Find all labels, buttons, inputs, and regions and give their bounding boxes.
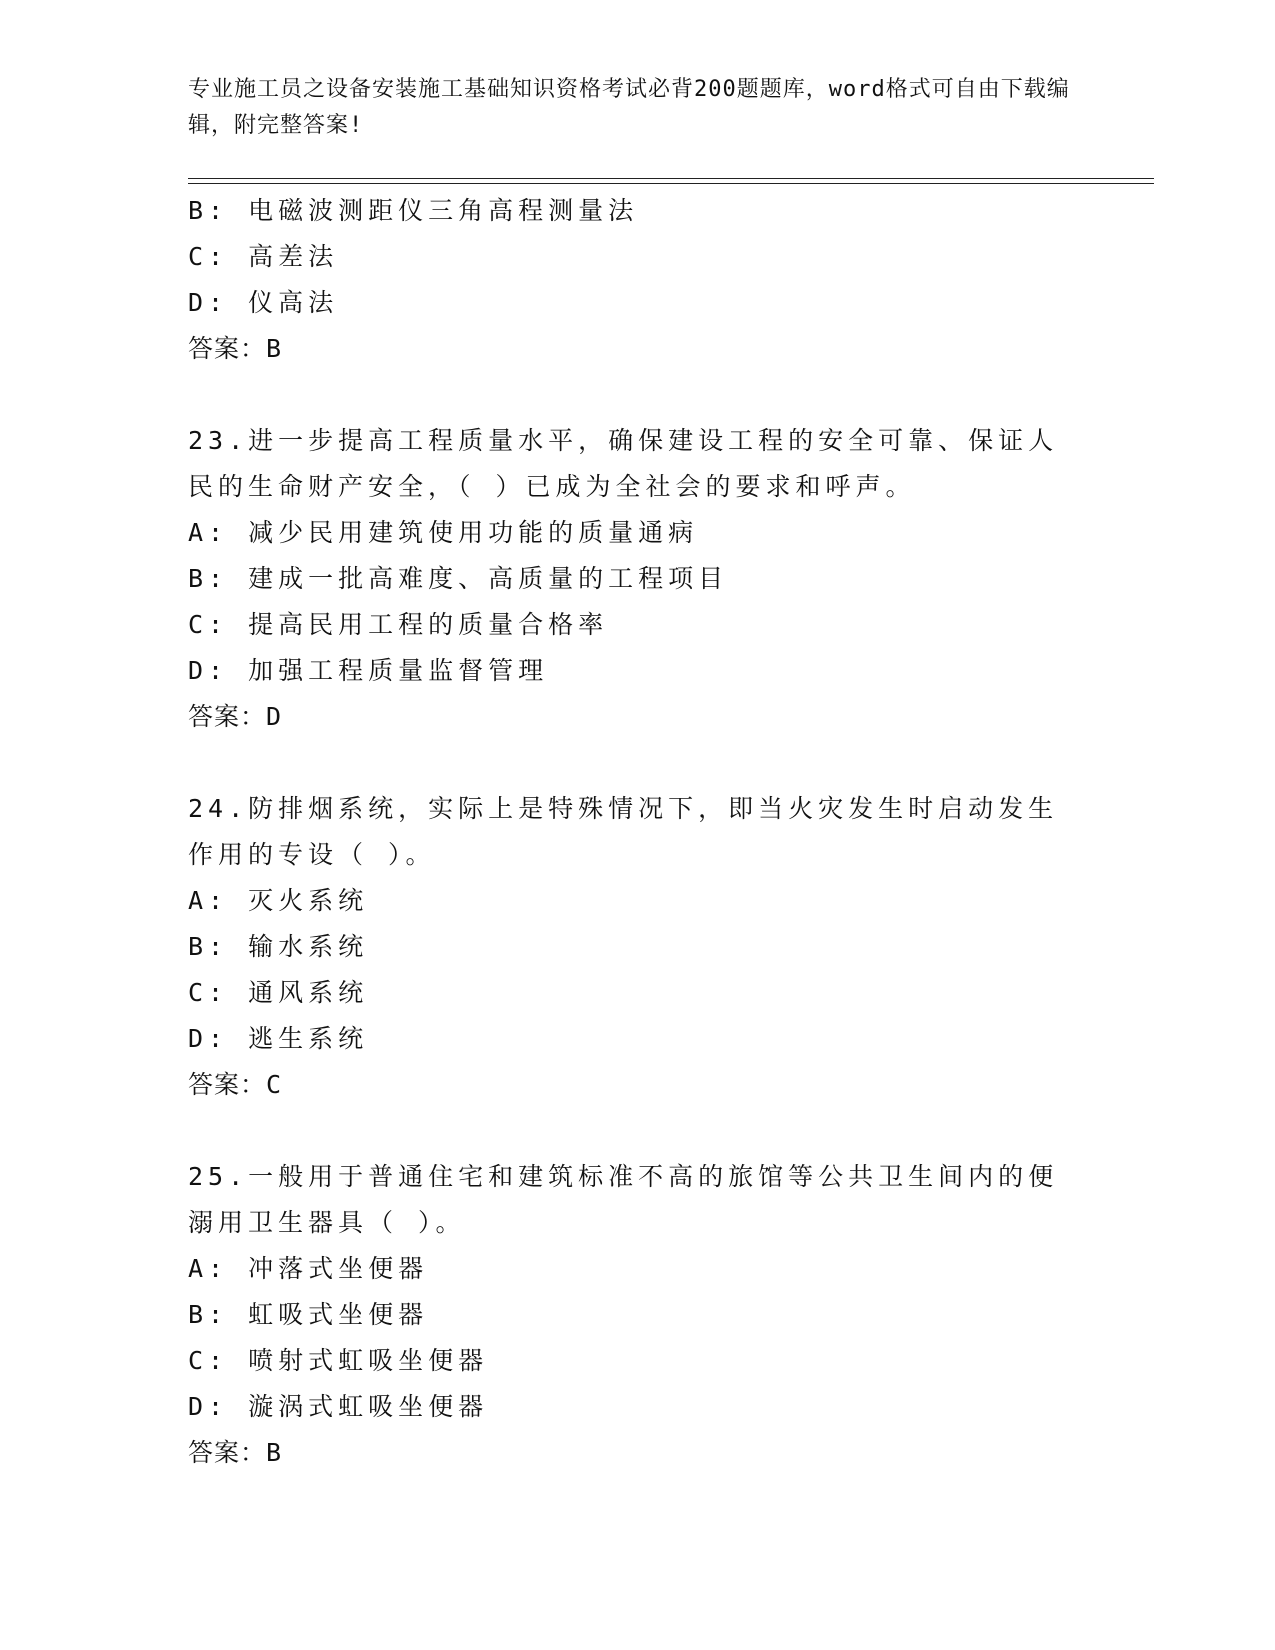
option-b: B: 电磁波测距仪三角高程测量法 xyxy=(188,196,639,225)
answer-line: 答案：D xyxy=(188,702,283,731)
question-22-continued xyxy=(188,188,1088,372)
spacer xyxy=(188,1108,1088,1154)
answer-line: 答案：C xyxy=(188,1070,283,1099)
option-b: B: 建成一批高难度、高质量的工程项目 xyxy=(188,564,729,593)
header-divider-bottom xyxy=(188,183,1154,184)
option-d: D: 仪高法 xyxy=(188,288,339,317)
option-a: A: 灭火系统 xyxy=(188,886,369,915)
question-text: 25.一般用于普通住宅和建筑标准不高的旅馆等公共卫生间内的便溺用卫生器具（ ）。 xyxy=(188,1162,1059,1237)
document-header: 专业施工员之设备安装施工基础知识资格考试必背200题题库，word格式可自由下载编辑，附完整答案! xyxy=(188,77,1070,138)
question-24 xyxy=(188,786,1088,1108)
option-d: D: 漩涡式虹吸坐便器 xyxy=(188,1392,489,1421)
option-b: B: 输水系统 xyxy=(188,932,369,961)
spacer xyxy=(188,740,1088,786)
option-b: B: 虹吸式坐便器 xyxy=(188,1300,429,1329)
option-c: C: 通风系统 xyxy=(188,978,369,1007)
question-text: 24.防排烟系统，实际上是特殊情况下，即当火灾发生时启动发生作用的专设（ ）。 xyxy=(188,794,1059,869)
option-c: C: 喷射式虹吸坐便器 xyxy=(188,1346,489,1375)
header-divider-top xyxy=(188,178,1154,179)
answer-line: 答案：B xyxy=(188,334,283,363)
question-content xyxy=(188,188,1088,1476)
option-c: C: 高差法 xyxy=(188,242,339,271)
option-a: A: 冲落式坐便器 xyxy=(188,1254,429,1283)
option-a: A: 减少民用建筑使用功能的质量通病 xyxy=(188,518,699,547)
option-d: D: 加强工程质量监督管理 xyxy=(188,656,549,685)
answer-line: 答案：B xyxy=(188,1438,283,1467)
question-23 xyxy=(188,418,1088,740)
option-c: C: 提高民用工程的质量合格率 xyxy=(188,610,609,639)
question-25 xyxy=(188,1154,1088,1476)
spacer xyxy=(188,372,1088,418)
option-d: D: 逃生系统 xyxy=(188,1024,369,1053)
question-text: 23.进一步提高工程质量水平，确保建设工程的安全可靠、保证人民的生命财产安全，（ ）已成为全社会的要求和呼声。 xyxy=(188,426,1059,501)
